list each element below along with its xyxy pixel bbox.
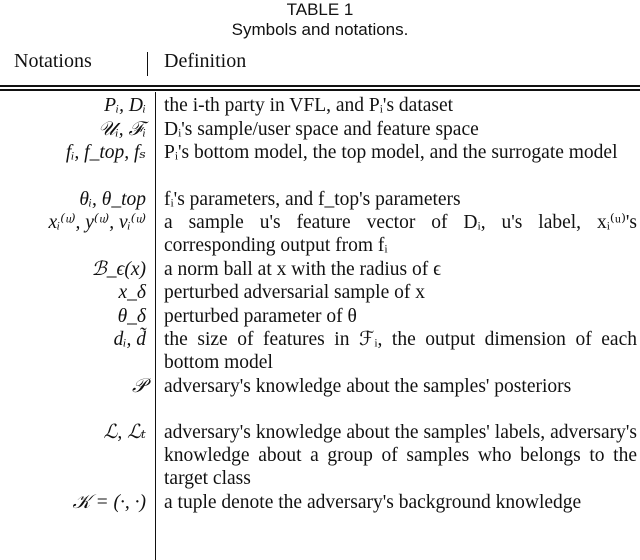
row-symbol: dᵢ, d̃ [113, 329, 146, 350]
row-definition: perturbed adversarial sample of x [164, 282, 425, 303]
table-row [0, 491, 640, 538]
table-row [0, 258, 640, 282]
table-header [0, 50, 640, 78]
row-definition: perturbed parameter of θ [164, 305, 357, 327]
table-label: TABLE 1 [286, 0, 354, 19]
row-symbol: x_δ [118, 282, 146, 303]
row-symbol: fᵢ, f_top, fₛ [65, 142, 146, 163]
table-row [0, 211, 640, 258]
header-definition: Definition [164, 50, 247, 72]
table-row [0, 375, 640, 422]
row-symbol: 𝒰ᵢ, ℱᵢ [98, 118, 146, 140]
table-row [0, 328, 640, 375]
row-definition: adversary's knowledge about the samples' labels, adversary's knowledge about a group of samples who belongs to the target class [164, 422, 637, 489]
row-symbol: 𝒫 [131, 375, 146, 397]
row-definition: a norm ball at x with the radius of ϵ [164, 258, 442, 280]
row-symbol: xᵢ⁽ᵘ⁾, y⁽ᵘ⁾, vᵢ⁽ᵘ⁾ [48, 212, 146, 233]
row-symbol: θ_δ [117, 305, 146, 327]
header-separator [147, 52, 148, 76]
row-definition: the i-th party in VFL, and Pᵢ's dataset [164, 95, 454, 116]
row-definition: Pᵢ's bottom model, the top model, and the surrogate model [164, 142, 618, 163]
row-symbol: ℬ_ϵ(x) [91, 258, 146, 280]
table-row [0, 141, 640, 188]
table-row [0, 94, 640, 118]
row-symbol: ℒ, ℒₜ [103, 422, 146, 443]
table-row [0, 281, 640, 305]
row-definition: a tuple denote the adversary's background knowledge [164, 491, 582, 513]
row-definition: the size of features in ℱᵢ, the output dimension of each bottom model [164, 329, 637, 373]
row-definition: fᵢ's parameters, and f_top's parameters [164, 188, 461, 210]
header-notations: Notations [14, 50, 92, 72]
row-definition: adversary's knowledge about the samples' posteriors [164, 375, 572, 397]
header-rule-top [0, 85, 640, 87]
table-caption: Symbols and notations. [231, 20, 409, 39]
row-symbol: θᵢ, θ_top [79, 188, 146, 210]
row-symbol: Pᵢ, Dᵢ [104, 95, 146, 116]
row-symbol: 𝒦 = (·, ·) [72, 491, 146, 513]
table-row [0, 421, 640, 491]
row-definition: Dᵢ's sample/user space and feature space [164, 118, 479, 140]
header-rule-bottom [0, 89, 640, 91]
table-body [0, 94, 640, 537]
row-definition: a sample u's feature vector of Dᵢ, u's label, xᵢ⁽ᵘ⁾'s corresponding output from fᵢ [164, 212, 637, 256]
table-row [0, 118, 640, 142]
table-row [0, 305, 640, 329]
table-row [0, 188, 640, 212]
